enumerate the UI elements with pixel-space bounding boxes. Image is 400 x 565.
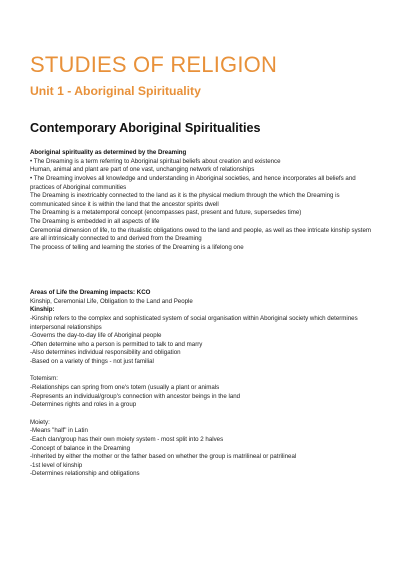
body-line: -Means "half" in Latin (30, 427, 88, 435)
body-line: practices of Aboriginal communities (30, 183, 127, 191)
moiety-heading: Moiety: (30, 418, 50, 426)
body-line: The Dreaming is inextricably connected to the land as it is the physical medium through the which the Dreaming is (30, 192, 340, 200)
body-line: -Kinship refers to the complex and sophisticated system of social organisation within Aboriginal society which determines (30, 314, 358, 322)
body-line: -Relationships can spring from one's totem (usually a plant or animals (30, 384, 220, 392)
kco-heading: Areas of Life the Dreaming impacts: KCO (30, 289, 151, 296)
body-line: -Often determine who a person is permitted to talk to and marry (30, 340, 203, 348)
body-line: -Based on a variety of things - not just familial (30, 358, 154, 366)
body-line: -1st level of kinship (30, 461, 83, 469)
kco-intro: Kinship, Ceremonial Life, Obligation to the Land and People (30, 297, 193, 305)
kinship-heading: Kinship: (30, 306, 55, 314)
body-line: -Inherited by either the mother or the father based on whether the group is matrilineal or patrilineal (30, 453, 297, 461)
section-heading: Contemporary Aboriginal Spiritualities (30, 121, 261, 135)
body-line: The Dreaming is embedded in all aspects of life (30, 218, 160, 226)
body-line: -Governs the day-to-day life of Aboriginal people (30, 332, 162, 340)
body-line: Human, animal and plant are part of one vast, unchanging network of relationships (30, 166, 255, 174)
dreaming-section (30, 149, 380, 253)
body-line: • The Dreaming involves all knowledge and understanding in Aboriginal societies, and hence incorporates all beliefs and (30, 174, 356, 182)
document-title: STUDIES OF RELIGION (30, 52, 278, 77)
body-line: -Determines rights and roles in a group (30, 401, 137, 409)
body-line: -Concept of balance in the Dreaming (30, 444, 131, 452)
body-line: The process of telling and learning the stories of the Dreaming is a lifelong one (30, 244, 244, 252)
spacer (30, 367, 380, 376)
spacer (30, 410, 380, 419)
totemism-heading: Totemism: (30, 375, 58, 383)
kco-section (30, 289, 380, 479)
body-line: -Represents an individual/group's connection with ancestor beings in the land (30, 392, 241, 400)
body-line: -Also determines individual responsibility and obligation (30, 349, 181, 357)
body-line: are all intrinsically connected to and derived from the Dreaming (30, 235, 202, 243)
unit-subtitle: Unit 1 - Aboriginal Spirituality (30, 84, 201, 98)
body-line: -Each clan/group has their own moiety system - most split into 2 halves (30, 435, 224, 443)
body-line: • The Dreaming is a term referring to Aboriginal spiritual beliefs about creation and existence (30, 157, 281, 165)
body-line: -Determines relationship and obligations (30, 470, 140, 478)
dreaming-heading: Aboriginal spirituality as determined by the Dreaming (30, 149, 187, 156)
body-line: Ceremonial dimension of life, to the ritualistic obligations owed to the land and people, as well as thee intricate kinship system (30, 226, 371, 234)
body-line: interpersonal relationships (30, 323, 102, 331)
body-line: communicated since it is within the land that the ancestor spirits dwell (30, 200, 219, 208)
body-line: The Dreaming is a metatemporal concept (encompasses past, present and future, supersedes time) (30, 209, 302, 217)
